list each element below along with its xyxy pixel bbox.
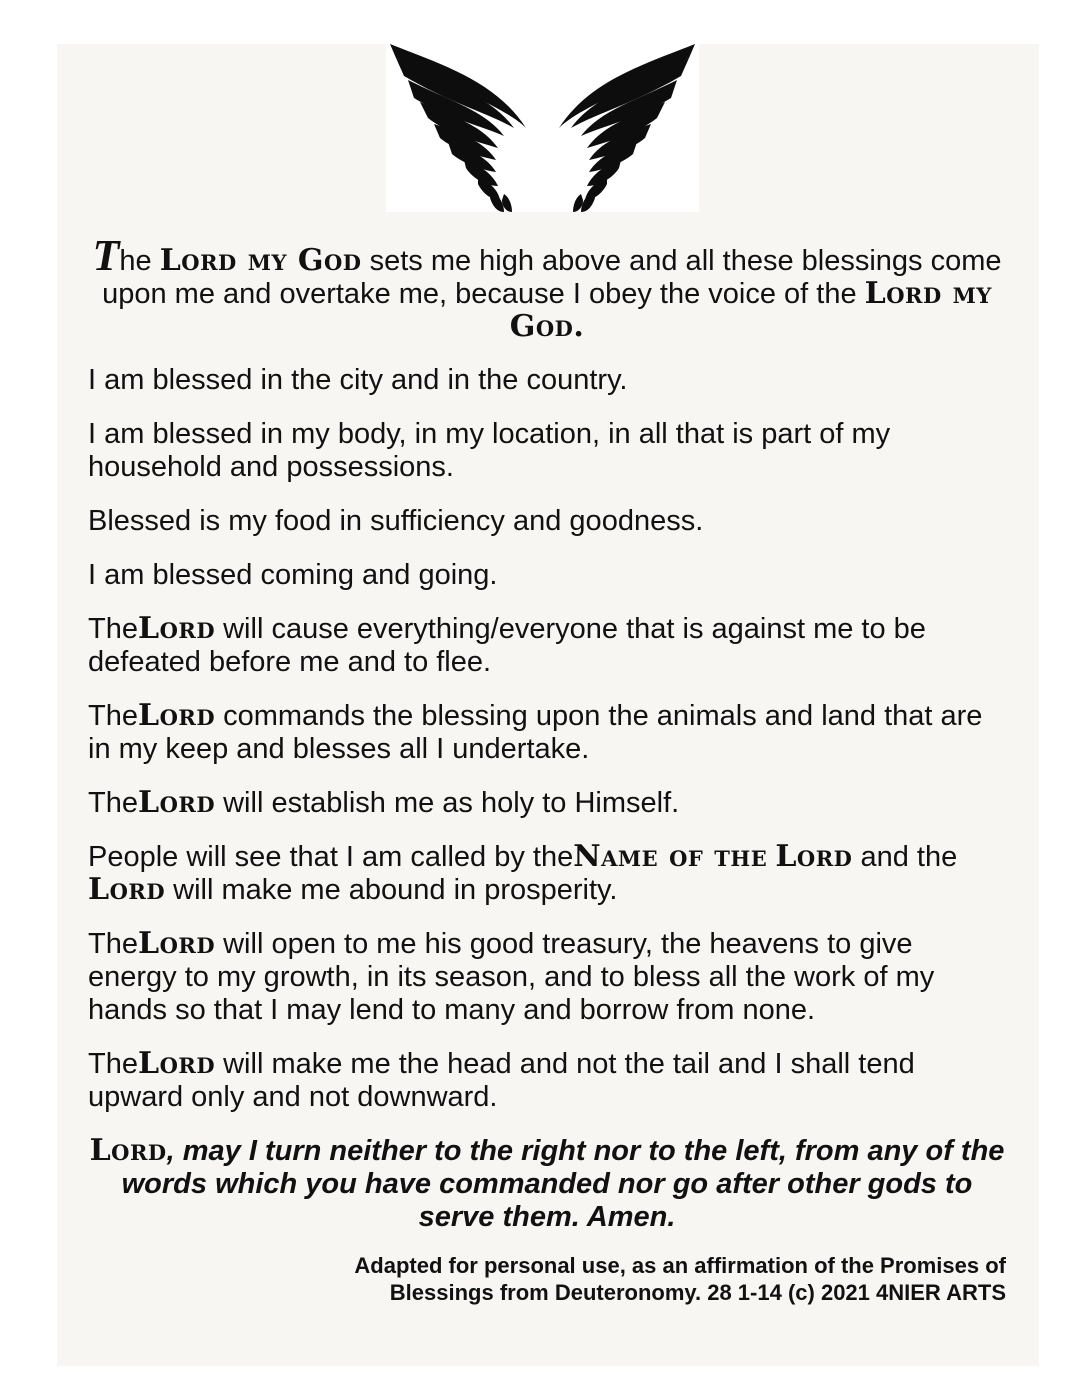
lord-title: Lord [137, 698, 216, 733]
credit-line-1: Adapted for personal use, as an affirmation of the Promises of [354, 1253, 1006, 1278]
blessing-holy: TheLord will establish me as holy to Himself. [88, 785, 680, 820]
blessing-enemies: TheLord will cause everything/everyone that is against me to be defeated before me and to flee. [88, 611, 926, 678]
lord-title: Lord [88, 872, 166, 907]
decorative-initial: T [92, 231, 120, 280]
blessing-head-not-tail: TheLord will make me the head and not the tail and I shall tend upward only and not downward. [88, 1046, 915, 1113]
blessing-treasury: TheLord will open to me his good treasury, the heavens to give energy to my growth, in its season, and to bless all the work of my hands so that I may lend to many and borrow from none. [88, 926, 935, 1026]
lord-title: Lord [137, 926, 216, 961]
lord-my-god-title: Lord my God [159, 243, 362, 278]
lord-title: Lord [137, 785, 216, 820]
blessing-animals-land: TheLord commands the blessing upon the animals and land that are in my keep and blesses all I undertake. [88, 698, 983, 765]
blessing-body: I am blessed in my body, in my location, in all that is part of my household and possessions. [88, 418, 891, 483]
lord-title: Lord [137, 611, 216, 646]
blessing-coming-going: I am blessed coming and going. [88, 559, 498, 591]
angel-wings-icon [386, 44, 699, 212]
lord-title: Lord [137, 1046, 216, 1081]
blessing-food: Blessed is my food in sufficiency and goodness. [88, 505, 704, 537]
affirmation-text [88, 231, 1006, 1306]
name-of-the-title: Name of the [573, 839, 768, 874]
blessing-city: I am blessed in the city and in the country. [88, 364, 628, 396]
closing-prayer: Lord, may I turn neither to the right nor to the left, from any of the words which you have commanded nor go after other gods to serve them. Amen. [89, 1133, 1005, 1233]
document-page [57, 44, 1039, 1366]
intro-paragraph: The Lord my God sets me high above and all these blessings come upon me and overtake me, because I obey the voice of the Lord my God. [92, 231, 1002, 344]
copyright-credit [88, 1252, 1006, 1306]
lord-title: Lord [775, 839, 853, 874]
blessing-name-of-the-lord: People will see that I am called by theName of the Lord and the Lord will make me abound in prosperity. [88, 839, 958, 907]
lord-my-god-title: Lord my God. [509, 276, 992, 344]
lord-title: Lord [89, 1133, 167, 1168]
credit-line-2: Blessings from Deuteronomy. 28 1-14 (c) 2021 4NIER ARTS [389, 1280, 1006, 1305]
